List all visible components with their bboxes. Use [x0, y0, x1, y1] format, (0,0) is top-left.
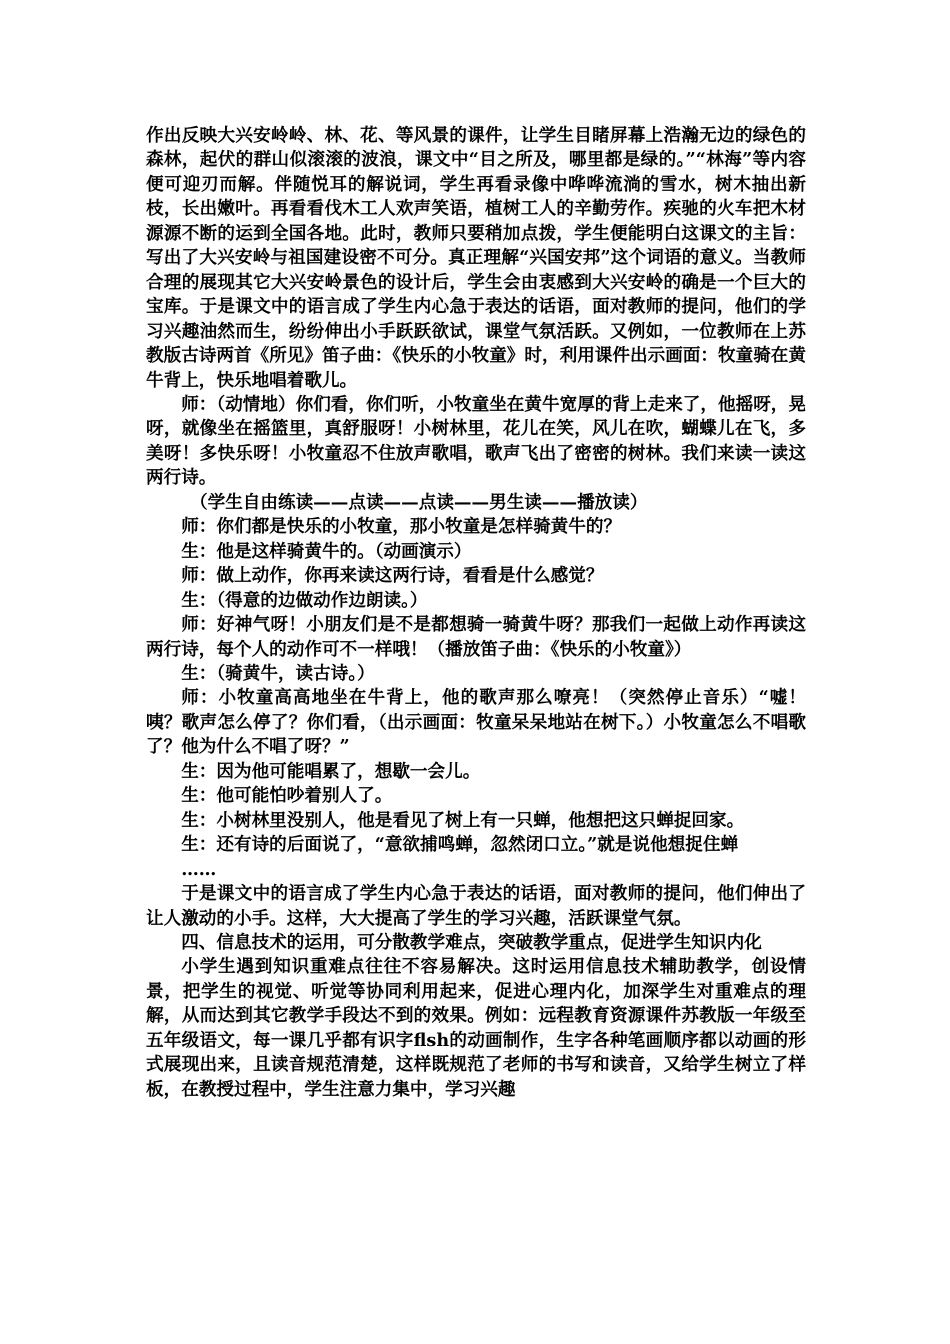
paragraph-teacher-4: 师：好神气呀！小朋友们是不是都想骑一骑黄牛呀？那我们一起做上动作再读这两行诗，每个人的动作可不一样哦！（播放笛子曲：《快乐的小牧童》）	[146, 614, 806, 660]
paragraph-student-6: 生：小树林里没别人，他是看见了树上有一只蝉，他想把这只蝉捉回家。	[181, 809, 745, 831]
section-heading-four: 四、信息技术的运用，可分散教学难点，突破教学重点，促进学生知识内化	[181, 931, 762, 953]
paragraph-student-3: 生：（骑黄牛，读古诗。）	[181, 662, 375, 684]
paragraph-section-four-body: 小学生遇到知识重难点往往不容易解决。这时运用信息技术辅助教学，创设情景，把学生的视觉、听觉等协同利用起来，促进心理内化，加深学生对重难点的理解，从而达到其它教学手段达不到的效果。例如：远程教育资源课件苏教版一年级至五年级语文，每一课几乎都有识字flsh的动画制作，生字各种笔画顺序都以动画的形式展现出来，且读音规范清楚，这样既规范了老师的书写和读音，又给学生树立了样板，在教授过程中，学生注意力集中，学习兴趣	[146, 956, 806, 1100]
paragraph-teacher-2: 师：你们都是快乐的小牧童，那小牧童是怎样骑黄牛的？	[181, 516, 622, 538]
paragraph-student-2: 生：（得意的边做动作边朗读。）	[181, 589, 428, 611]
paragraph-teacher-3: 师：做上动作，你再来读这两行诗，看看是什么感觉？	[181, 565, 604, 587]
paragraph-student-5: 生：他可能怕吵着别人了。	[181, 785, 393, 807]
paragraph-teacher-5: 师：小牧童高高地坐在牛背上，他的歌声那么嘹亮！（突然停止音乐）“嘘！咦？歌声怎么停了？你们看，（出示画面：牧童呆呆地站在树下。）小牧童怎么不唱歌了？他为什么不唱了呀？”	[146, 687, 806, 758]
paragraph-ellipsis: ……	[181, 858, 217, 880]
paragraph-intro: 作出反映大兴安岭岭、林、花、等风景的课件，让学生目睹屏幕上浩瀚无边的绿色的森林，起伏的群山似滚滚的波浪，课文中“目之所及，哪里都是绿的。”“林海”等内容便可迎刃而解。伴随悦耳的解说词，学生再看录像中哗哗流淌的雪水，树木抽出新枝，长出嫩叶。再看看伐木工人欢声笑语，植树工人的辛勤劳作。疾驰的火车把木材源源不断的运到全国各地。此时，教师只要稍加点拨，学生便能明白这课文的主旨：写出了大兴安岭与祖国建设密不可分。真正理解“兴国安邦”这个词语的意义。当教师合理的展现其它大兴安岭景色的设计后，学生会由衷感到大兴安岭的确是一个巨大的宝库。于是课文中的语言成了学生内心急于表达的话语，面对教师的提问，他们的学习兴趣油然而生，纷纷伸出小手跃跃欲试，课堂气氛活跃。又例如，一位教师在上苏教版古诗两首《所见》笛子曲：《快乐的小牧童》时，利用课件出示画面：牧童骑在黄牛背上，快乐地唱着歌儿。	[146, 125, 806, 391]
paragraph-student-7: 生：还有诗的后面说了，“意欲捕鸣蝉，忽然闭口立。”就是说他想捉住蝉	[181, 834, 739, 856]
paragraph-teacher-1: 师：（动情地）你们看，你们听，小牧童坐在黄牛宽厚的背上走来了，他摇呀，晃呀，就像坐在摇篮里，真舒服呀！小树林里，花儿在笑，风儿在吹，蝴蝶儿在飞，多美呀！多快乐呀！小牧童忍不住放声歌唱，歌声飞出了密密的树林。我们来读一读这两行诗。	[146, 393, 806, 489]
paragraph-student-1: 生：他是这样骑黄牛的。（动画演示）	[181, 540, 472, 562]
paragraph-stage-note: （学生自由练读——点读——点读——男生读——播放读）	[190, 491, 648, 513]
document-page	[146, 124, 806, 1102]
paragraph-summary: 于是课文中的语言成了学生内心急于表达的话语，面对教师的提问，他们伸出了让人激动的小手。这样，大大提高了学生的学习兴趣，活跃课堂气氛。	[146, 883, 806, 929]
paragraph-student-4: 生：因为他可能唱累了，想歇一会儿。	[181, 760, 481, 782]
